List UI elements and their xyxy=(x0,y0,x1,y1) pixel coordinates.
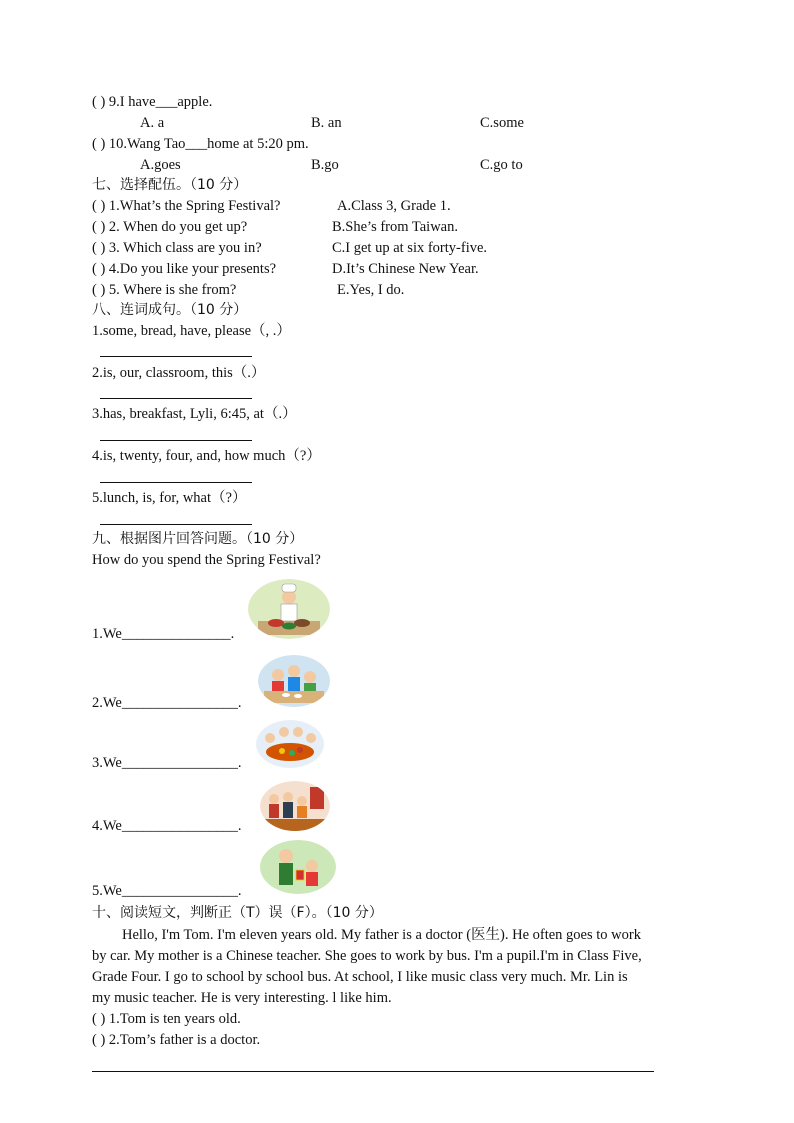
passage-line-4: my music teacher. He is very interesting. l like him. xyxy=(92,990,392,1006)
picture-answer-2: 2.We________________. xyxy=(92,695,242,711)
question-9-option-c: C.some xyxy=(480,115,524,131)
bottom-divider xyxy=(92,1071,654,1072)
cooking-chef-icon xyxy=(248,579,330,639)
section-10-title: 十、阅读短文，判断正（T）误（F）。（10 分） xyxy=(92,905,383,921)
passage-line-1: Hello, I'm Tom. I'm eleven years old. My father is a doctor (医生). He often goes to work xyxy=(122,927,641,943)
match-question-5: ( ) 5. Where is she from? xyxy=(92,282,237,298)
question-9-option-b: B. an xyxy=(311,115,342,131)
sentence-item-3: 3.has, breakfast, Lyli, 6:45, at（.） xyxy=(92,406,297,422)
answer-line-4[interactable] xyxy=(100,482,252,483)
question-10-option-c: C.go to xyxy=(480,157,523,173)
section-8-title: 八、连词成句。（10 分） xyxy=(92,302,248,318)
match-answer-c: C.I get up at six forty-five. xyxy=(332,240,488,256)
section-9-question: How do you spend the Spring Festival? xyxy=(92,552,321,568)
red-envelope-icon xyxy=(260,840,336,894)
match-answer-d: D.It’s Chinese New Year. xyxy=(332,261,479,277)
question-10-stem: ( ) 10.Wang Tao___home at 5:20 pm. xyxy=(92,136,309,152)
picture-answer-1: 1.We_______________. xyxy=(92,626,235,642)
answer-line-2[interactable] xyxy=(100,398,252,399)
picture-answer-5: 5.We________________. xyxy=(92,883,242,899)
passage-line-3: Grade Four. I go to school by school bus. At school, I like music class very much. Mr. Lin is xyxy=(92,969,628,985)
match-question-2: ( ) 2. When do you get up? xyxy=(92,219,248,235)
match-question-1: ( ) 1.What’s the Spring Festival? xyxy=(92,198,281,214)
question-9-option-a: A. a xyxy=(140,115,165,131)
family-dinner-icon xyxy=(256,720,324,768)
family-dumplings-icon xyxy=(258,655,330,707)
answer-line-3[interactable] xyxy=(100,440,252,441)
picture-answer-3: 3.We________________. xyxy=(92,755,242,771)
section-7-title: 七、选择配伍。（10 分） xyxy=(92,177,248,193)
sentence-item-4: 4.is, twenty, four, and, how much（?） xyxy=(92,448,321,464)
question-10-option-a: A.goes xyxy=(140,157,181,173)
picture-answer-4: 4.We________________. xyxy=(92,818,242,834)
question-9-stem: ( ) 9.I have___apple. xyxy=(92,94,213,110)
match-answer-b: B.She’s from Taiwan. xyxy=(332,219,458,235)
tf-question-2: ( ) 2.Tom’s father is a doctor. xyxy=(92,1032,261,1048)
passage-line-2: by car. My mother is a Chinese teacher. She goes to work by bus. I'm a pupil.I'm in Class Five, xyxy=(92,948,642,964)
visiting-relatives-icon xyxy=(260,781,330,831)
answer-line-1[interactable] xyxy=(100,356,252,357)
sentence-item-2: 2.is, our, classroom, this（.） xyxy=(92,365,266,381)
match-question-3: ( ) 3. Which class are you in? xyxy=(92,240,262,256)
section-9-title: 九、根据图片回答问题。（10 分） xyxy=(92,531,304,547)
tf-question-1: ( ) 1.Tom is ten years old. xyxy=(92,1011,241,1027)
match-question-4: ( ) 4.Do you like your presents? xyxy=(92,261,277,277)
match-answer-e: E.Yes, I do. xyxy=(337,282,405,298)
question-10-option-b: B.go xyxy=(311,157,339,173)
match-answer-a: A.Class 3, Grade 1. xyxy=(337,198,451,214)
sentence-item-5: 5.lunch, is, for, what（?） xyxy=(92,490,247,506)
sentence-item-1: 1.some, bread, have, please（, .） xyxy=(92,323,291,339)
answer-line-5[interactable] xyxy=(100,524,252,525)
